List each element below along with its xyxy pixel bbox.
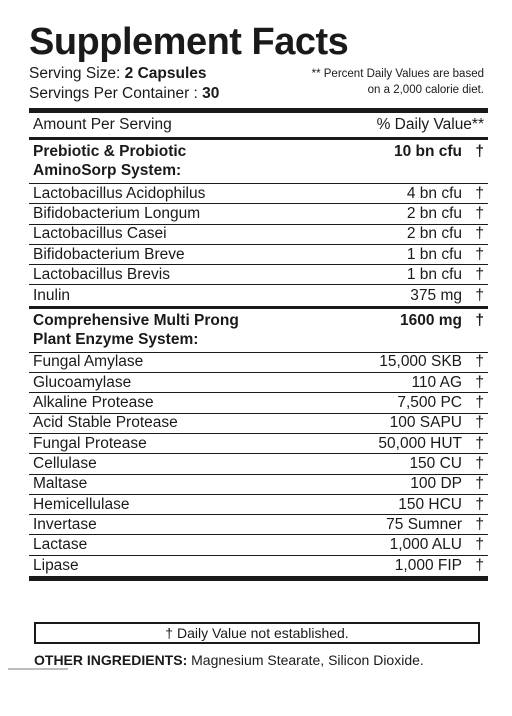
dagger-mark: † (475, 495, 484, 513)
table-row (29, 414, 488, 434)
ingredient-amount: 2 bn cfu (406, 225, 462, 243)
ingredient-name: Fungal Amylase (33, 353, 144, 371)
dagger-mark: † (475, 265, 484, 283)
column-header-row (29, 113, 488, 137)
section-name-line2: Plant Enzyme System: (33, 330, 199, 348)
daily-value-header: % Daily Value** (376, 116, 484, 133)
table-row (29, 204, 488, 224)
ingredient-amount: 1 bn cfu (406, 245, 462, 263)
section-amount: 10 bn cfu (393, 143, 462, 160)
dagger-mark: † (475, 394, 484, 412)
decorative-divider (8, 668, 68, 670)
dagger-mark: † (475, 434, 484, 452)
section-name (33, 311, 293, 349)
dagger-mark: † (475, 143, 484, 160)
ingredient-name: Invertase (33, 515, 97, 533)
ingredient-amount: 1,000 ALU (389, 536, 462, 554)
ingredient-amount: 100 DP (410, 475, 462, 493)
ingredient-amount: 15,000 SKB (379, 353, 462, 371)
table-row (29, 353, 488, 373)
daily-value-note (274, 66, 484, 98)
dagger-mark: † (475, 536, 484, 554)
ingredient-name: Fungal Protease (33, 434, 147, 452)
section-name (33, 142, 293, 180)
table-row (29, 515, 488, 535)
ingredient-amount: 7,500 PC (397, 394, 462, 412)
dagger-mark: † (475, 454, 484, 472)
ingredient-name: Inulin (33, 286, 71, 304)
table-row (29, 434, 488, 454)
table-row (29, 245, 488, 265)
ingredient-name: Lactobacillus Casei (33, 225, 167, 243)
ingredient-name: Bifidobacterium Longum (33, 204, 201, 222)
table-row (29, 265, 488, 285)
section-name-line1: Prebiotic & Probiotic (33, 143, 187, 160)
ingredient-name: Hemicellulase (33, 495, 130, 513)
ingredient-name: Cellulase (33, 454, 97, 472)
ingredient-amount: 100 SAPU (389, 414, 462, 432)
ingredient-name: Maltase (33, 475, 88, 493)
ingredient-amount: 1,000 FIP (394, 556, 462, 574)
ingredient-name: Acid Stable Protease (33, 414, 178, 432)
dagger-mark: † (475, 245, 484, 263)
dagger-mark: † (475, 515, 484, 533)
dagger-mark: † (475, 353, 484, 371)
dagger-mark: † (475, 286, 484, 304)
ingredient-amount: 150 HCU (398, 495, 462, 513)
ingredient-amount: 50,000 HUT (378, 434, 462, 452)
dagger-mark: † (475, 184, 484, 202)
panel-title: Supplement Facts (29, 21, 349, 63)
ingredient-list-enzyme (29, 353, 488, 576)
table-row (29, 393, 488, 413)
table-row (29, 373, 488, 393)
table-row (29, 184, 488, 204)
other-ingredients-label: OTHER INGREDIENTS: (34, 652, 188, 668)
section-values (394, 142, 484, 161)
section-header-probiotic (29, 140, 488, 183)
dagger-mark: † (475, 204, 484, 222)
ingredient-list-probiotic (29, 184, 488, 306)
servings-per-container-value: 30 (202, 85, 220, 102)
daily-value-footnote: † Daily Value not established. (34, 622, 480, 644)
serving-size-label: Serving Size: (29, 65, 121, 82)
daily-value-note-line2: on a 2,000 calorie diet. (367, 84, 484, 96)
section-name-line1: Comprehensive Multi Prong (33, 311, 239, 329)
dagger-mark: † (475, 475, 484, 493)
table-row (29, 556, 488, 576)
supplement-facts-panel (29, 22, 488, 581)
ingredient-name: Glucoamylase (33, 373, 132, 391)
table-row (29, 225, 488, 245)
ingredient-amount: 375 mg (410, 286, 462, 304)
other-ingredients (34, 652, 424, 668)
daily-value-note-line1: ** Percent Daily Values are based (311, 68, 484, 80)
table-row (29, 454, 488, 474)
ingredient-amount: 150 CU (409, 454, 462, 472)
dagger-mark: † (475, 311, 484, 329)
ingredient-amount: 2 bn cfu (406, 204, 462, 222)
ingredient-name: Lactase (33, 536, 88, 554)
ingredient-amount: 110 AG (411, 373, 462, 391)
ingredient-amount: 1 bn cfu (406, 265, 462, 283)
other-ingredients-text: Magnesium Stearate, Silicon Dioxide. (187, 652, 424, 668)
table-row (29, 475, 488, 495)
dagger-mark: † (475, 556, 484, 574)
section-amount: 1600 mg (399, 311, 462, 329)
table-row (29, 285, 488, 305)
dagger-mark: † (475, 414, 484, 432)
table-row (29, 495, 488, 515)
servings-per-container-label: Servings Per Container : (29, 85, 198, 102)
table-row (29, 535, 488, 555)
ingredient-name: Lipase (33, 556, 79, 574)
amount-per-serving-header: Amount Per Serving (33, 116, 172, 133)
section-name-line2: AminoSorp System: (33, 162, 182, 179)
serving-size-value: 2 Capsules (124, 65, 207, 82)
ingredient-name: Bifidobacterium Breve (33, 245, 185, 263)
dagger-mark: † (475, 373, 484, 391)
ingredient-amount: 4 bn cfu (406, 184, 462, 202)
ingredient-name: Lactobacillus Acidophilus (33, 184, 206, 202)
section-header-enzyme (29, 309, 488, 352)
ingredient-name: Alkaline Protease (33, 394, 154, 412)
ingredient-amount: 75 Sumner (386, 515, 462, 533)
serving-info (29, 64, 488, 108)
divider-thick-bottom (29, 576, 488, 581)
section-values (400, 311, 484, 330)
dagger-mark: † (475, 225, 484, 243)
ingredient-name: Lactobacillus Brevis (33, 265, 170, 283)
